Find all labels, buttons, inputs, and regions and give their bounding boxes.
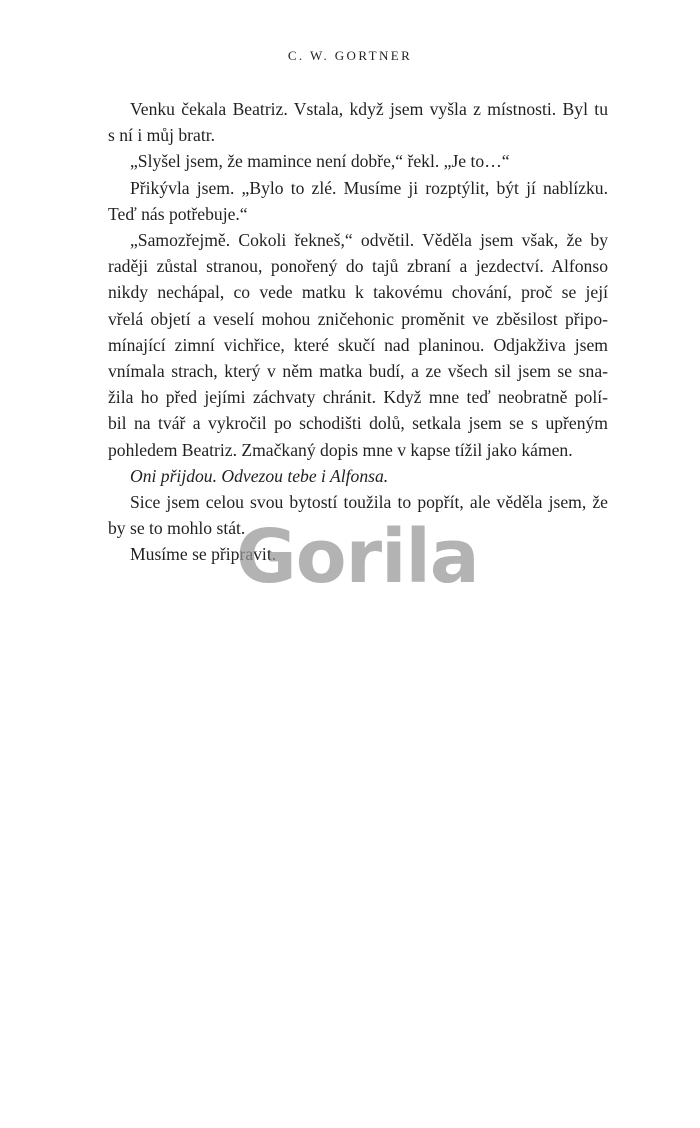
text-line: s ní i můj bratr. — [108, 125, 216, 146]
text-line: Venku čekala Beatriz. Vstala, když jsem vyšla z místnosti. Byl tu — [130, 99, 608, 119]
text-line: vřelá objetí a veselí mohou zničehonic proměnit ve zběsilost připo- — [108, 308, 608, 329]
paragraph — [108, 96, 608, 148]
text-line: raději zůstal stranou, ponořený do tajů zbraní a jezdectví. Alfonso — [108, 256, 608, 277]
text-line: mínající zimní vichřice, které skučí nad planinou. Odjakživa jsem — [108, 334, 608, 355]
running-head: C. W. GORTNER — [287, 48, 413, 63]
watermark-logo: Gorila — [236, 514, 479, 600]
paragraph — [108, 148, 608, 174]
paragraph — [108, 175, 608, 227]
text-line: Sice jsem celou svou bytostí toužila to popřít, ale věděla jsem, že — [130, 492, 608, 513]
text-line: „Slyšel jsem, že mamince není dobře,“ řekl. „Je to…“ — [130, 151, 510, 172]
italic-paragraph — [108, 463, 608, 489]
text-line: by se to mohlo stát. — [108, 518, 246, 539]
text-line: „Samozřejmě. Cokoli řekneš,“ odvětil. Věděla jsem však, že by — [130, 230, 608, 251]
text-line: Oni přijdou. Odvezou tebe i Alfonsa. — [130, 465, 389, 486]
text-line: žila ho před jejími záchvaty chránit. Když mne teď neobratně polí- — [108, 387, 608, 408]
text-line: Přikývla jsem. „Bylo to zlé. Musíme ji rozptýlit, být jí nablízku. — [130, 177, 608, 198]
text-line: bil na tvář a vykročil po schodišti dolů, setkala jsem se s upřeným — [108, 413, 608, 434]
paragraph — [108, 227, 608, 463]
text-line: Teď nás potřebuje.“ — [108, 203, 248, 224]
text-line: Musíme se připravit. — [130, 544, 277, 565]
text-line: vnímala strach, který v něm matka budí, a ze všech sil jsem se sna- — [108, 361, 608, 382]
body-text — [108, 96, 608, 568]
text-line: pohledem Beatriz. Zmačkaný dopis mne v kapse tížil jako kámen. — [108, 439, 573, 460]
text-line: nikdy nechápal, co vede matku k takovému chování, proč se její — [108, 282, 608, 303]
